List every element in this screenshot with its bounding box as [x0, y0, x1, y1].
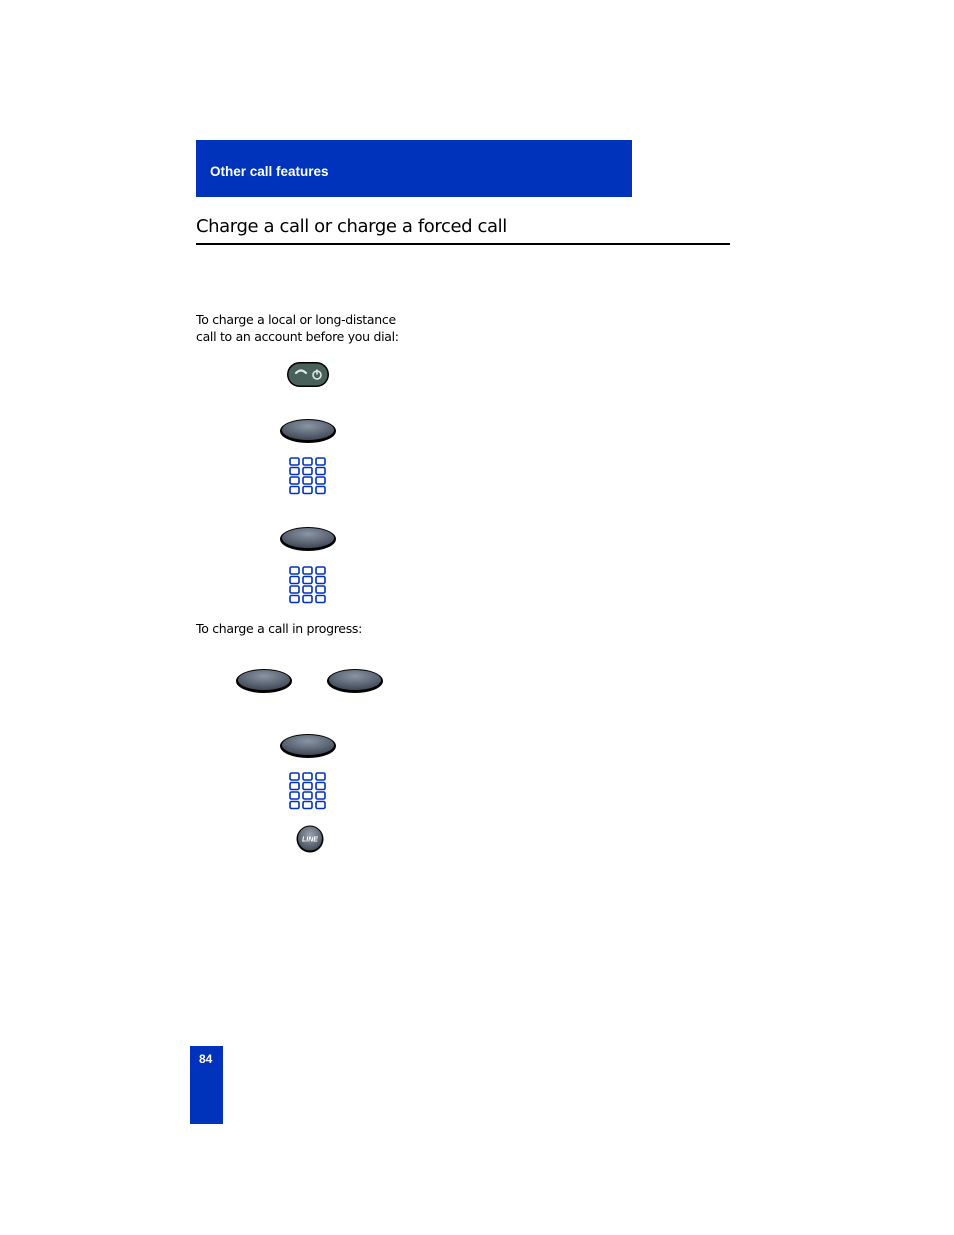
dialpad-icon[interactable] — [289, 772, 327, 810]
page-heading: Charge a call or charge a forced call — [196, 216, 730, 245]
intro-before-dial — [196, 311, 399, 345]
section-banner — [196, 140, 632, 197]
intro-in-progress: To charge a call in progress: — [196, 621, 363, 636]
intro-line-1: To charge a local or long-distance — [196, 312, 396, 327]
dialpad-icon[interactable] — [289, 566, 327, 604]
section-title: Other call features — [210, 164, 329, 179]
soft-key-icon[interactable] — [279, 733, 337, 759]
handsfree-key-icon[interactable] — [286, 361, 330, 388]
soft-key-icon[interactable] — [235, 668, 293, 694]
page-number: 84 — [199, 1052, 213, 1066]
line-key-icon[interactable] — [296, 825, 324, 853]
soft-key-icon[interactable] — [279, 526, 337, 552]
intro-line-2: call to an account before you dial: — [196, 329, 399, 344]
soft-key-icon[interactable] — [279, 418, 337, 444]
line-key-label: LINE — [302, 836, 318, 844]
dialpad-icon[interactable] — [289, 457, 327, 495]
soft-key-icon[interactable] — [326, 668, 384, 694]
page-number-tab — [190, 1046, 223, 1124]
